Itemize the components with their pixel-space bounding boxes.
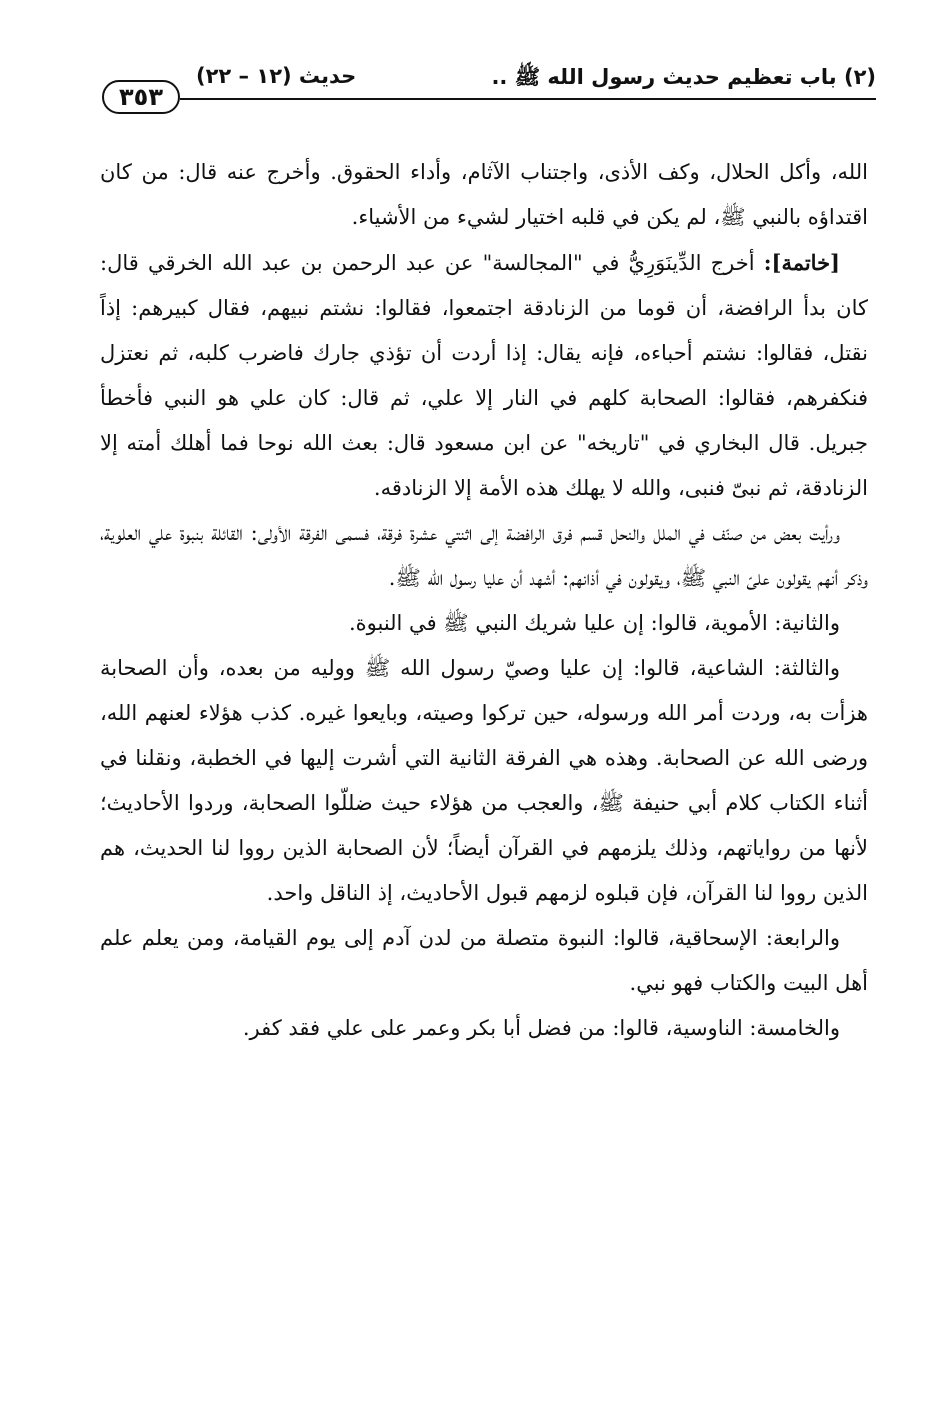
paragraph-7: والخامسة: الناوسية، قالوا: من فضل أبا بكر وعمر على علي فقد كفر. — [242, 1016, 840, 1040]
paragraph-1: الله، وأكل الحلال، وكف الأذى، واجتناب الآثام، وأداء الحقوق. وأخرج عنه قال: من كان اقتداؤه بالنبي ﷺ، لم يكن في قلبه اختيار لشيء من الأشياء. — [100, 160, 868, 229]
header-rule — [180, 98, 876, 100]
paragraph-6: والرابعة: الإسحاقية، قالوا: النبوة متصلة من لدن آدم إلى يوم القيامة، ومن يعلم علم أهل البيت والكتاب فهو نبي. — [100, 926, 868, 995]
page-number: ٣٥٣ — [102, 80, 180, 114]
paragraph-2-text: أخرج الدِّينَوَرِيُّ في "المجالسة" عن عبد الرحمن بن عبد الله الخرقي قال: كان بدأ الرافضة، أن قوما من الزنادقة اجتمعوا، فقالوا: نشتم نبيهم، فقال كبيرهم: إذاً نقتل، فقالوا: نشتم أحباءه، فإنه يقال: إذا أردت أن تؤذي جارك فاضرب كلبه، ثم نعتزل فنكفرهم، فقالوا: الصحابة كلهم في النار إلا علي، ثم قال: كان علي هو النبي فأخطأ جبريل. قال البخاري في "تاريخه" عن ابن مسعود قال: بعث الله نوحا فما أهلك أمته إلا الزنادقة، ثم نبىّ فنبى، والله لا يهلك هذه الأمة إلا الزنادقه. — [100, 251, 868, 500]
main-text — [100, 150, 868, 1051]
paragraph-3: ورأيت بعض من صنّف في الملل والنحل قسم فرق الرافضة إلى اثنتي عشرة فرقة، فسمى الفرقة الأولى: القائلة بنبوة علي العلوية، وذكر أنهم يقولون علىّ النبي ﷺ، ويقولون في أذانهم: أشهد أن عليا رسول الله ﷺ. — [100, 521, 868, 590]
paragraph-5: والثالثة: الشاعية، قالوا: إن عليا وصيّ رسول الله ﷺ ووليه من بعده، وأن الصحابة هزأت به، وردت أمر الله ورسوله، حين تركوا وصيته، وبايعوا غيره. كذب هؤلاء لعنهم الله، ورضى الله عن الصحابة. وهذه هي الفرقة الثانية التي أشرت إليها في الخطبة، ونقلنا في أثناء الكتاب كلام أبي حنيفة ﷺ، والعجب من هؤلاء حيث ضللّوا الصحابة، وردوا الأحاديث؛ لأنها من رواياتهم، وذلك يلزمهم في القرآن أيضاً؛ لأن الصحابة الذين رووا لنا الحديث، هم الذين رووا لنا القرآن، فإن قبلوه لزمهم قبول الأحاديث، إذ الناقل واحد. — [100, 656, 868, 905]
conclusion-label: [خاتمة]: — [763, 250, 840, 275]
paragraph-4: والثانية: الأموية، قالوا: إن عليا شريك النبي ﷺ في النبوة. — [348, 611, 840, 635]
hadith-range: حديث (١٢ – ٢٢) — [196, 64, 357, 88]
running-header — [96, 62, 876, 124]
chapter-title: (٢) باب تعظيم حديث رسول الله ﷺ .. — [491, 65, 876, 89]
paragraph-2 — [100, 240, 868, 511]
